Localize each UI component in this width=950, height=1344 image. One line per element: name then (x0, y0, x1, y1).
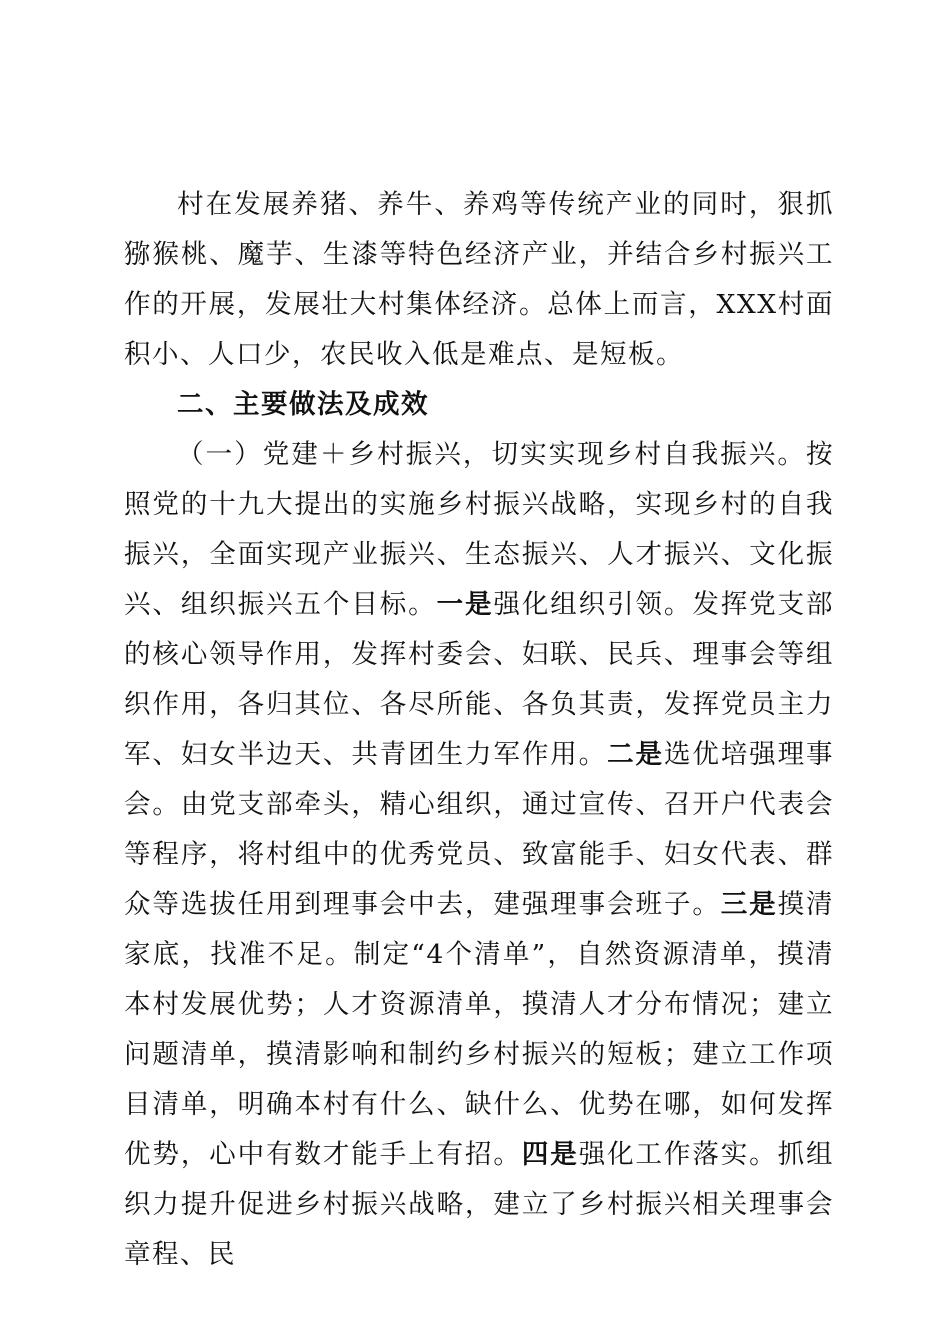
section-1-intro: （一）党建＋乡村振兴，切实实现乡村自我振兴。按照党的十九大提出的实施乡村振兴战略，实现乡村的自我振兴，全面实现产业振兴、生态振兴、人才振兴、文化振兴、组织振兴五个目标。 (124, 439, 834, 620)
paragraph-section-1 (124, 430, 834, 1280)
paragraph-continuation: 村在发展养猪、养牛、养鸡等传统产业的同时，狠抓猕猴桃、魔芋、生漆等特色经济产业，并结合乡村振兴工作的开展，发展壮大村集体经济。总体上而言，XXX村面积小、人口少，农民收入低是难点、是短板。 (124, 189, 834, 370)
item-1-label: 一是 (436, 589, 494, 620)
item-3-text: 摸清家底，找准不足。制定“4个清单”，自然资源清单，摸清本村发展优势；人才资源清单，摸清人才分布情况；建立问题清单，摸清影响和制约乡村振兴的短板；建立工作项目清单，明确本村有什么、缺什么、优势在哪，如何发挥优势，心中有数才能手上有招。 (124, 889, 835, 1170)
section-heading: 二、主要做法及成效 (177, 389, 429, 420)
item-4-text: 强化工作落实。抓组织力提升促进乡村振兴战略，建立了乡村振兴相关理事会章程、民 (124, 1139, 835, 1270)
item-3-label: 三是 (720, 889, 778, 920)
item-1-text: 强化组织引领。发挥党支部的核心领导作用，发挥村委会、妇联、民兵、理事会等组织作用，各归其位、各尽所能、各负其责，发挥党员主力军、妇女半边天、共青团生力军作用。 (124, 589, 835, 770)
item-2-label: 二是 (607, 739, 664, 770)
item-2-text: 选优培强理事会。由党支部牵头，精心组织，通过宣传、召开户代表会等程序，将村组中的优秀党员、致富能手、妇女代表、群众等选拔任用到理事会中去，建强理事会班子。 (124, 739, 835, 920)
item-4-label: 四是 (521, 1139, 579, 1170)
